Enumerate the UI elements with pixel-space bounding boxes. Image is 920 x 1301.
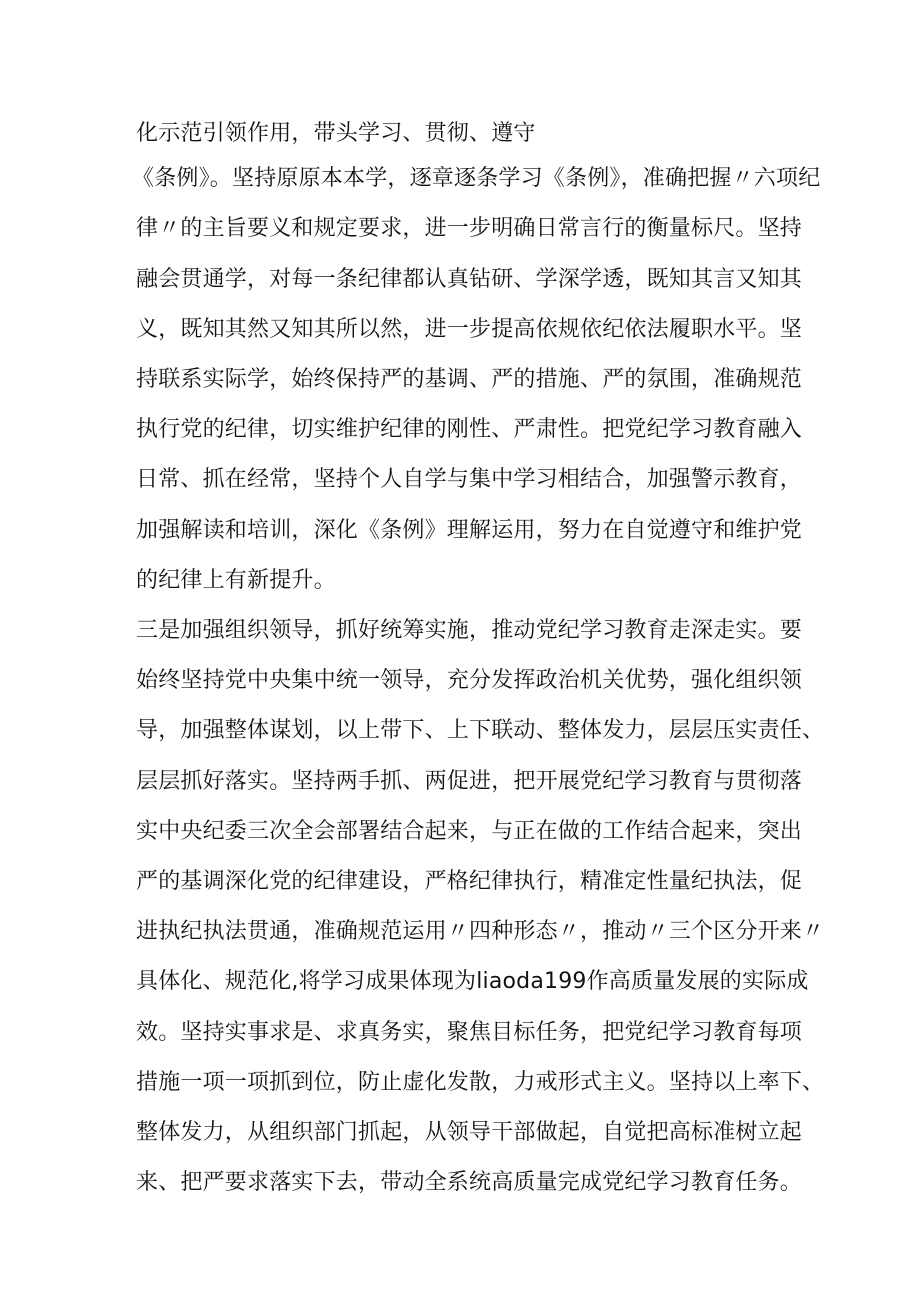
- text-line: 始终坚持党中央集中统一领导，充分发挥政治机关优势，强化组织领: [136, 668, 803, 693]
- text-line: 效。坚持实事求是、求真务实，聚焦目标任务，把党纪学习教育每项: [136, 1020, 803, 1045]
- text-line: 日常、抓在经常，坚持个人自学与集中学习相结合，加强警示教育，: [136, 467, 803, 492]
- text-line: 融会贯通学，对每一条纪律都认真钻研、学深学透，既知其言又知其: [136, 267, 803, 292]
- text-line: 来、把严要求落实下去，带动全系统高质量完成党纪学习教育任务。: [136, 1170, 803, 1195]
- text-line: 层层抓好落实。坚持两手抓、两促进，把开展党纪学习教育与贯彻落: [136, 769, 803, 794]
- text-line: 的纪律上有新提升。: [136, 568, 336, 593]
- text-line: 整体发力，从组织部门抓起，从领导干部做起，自觉把高标准树立起: [136, 1120, 803, 1145]
- text-line: 律〃的主旨要义和规定要求，进一步明确日常言行的衡量标尺。坚持: [136, 216, 803, 241]
- text-line: 义，既知其然又知其所以然，进一步提高依规依纪依法履职水平。坚: [136, 317, 803, 342]
- text-line: 三是加强组织领导，抓好统筹实施，推动党纪学习教育走深走实。要: [136, 618, 803, 643]
- text-line: 严的基调深化党的纪律建设，严格纪律执行，精准定性量纪执法，促: [136, 869, 803, 894]
- text-line: 持联系实际学，始终保持严的基调、严的措施、严的氛围，准确规范: [136, 367, 803, 392]
- text-line: 措施一项一项抓到位，防止虚化发散，力戒形式主义。坚持以上率下、: [136, 1070, 825, 1095]
- text-line: 具体化、规范化,将学习成果体现为liaoda199作高质量发展的实际成: [136, 969, 809, 994]
- text-line: 执行党的纪律，切实维护纪律的刚性、严肃性。把党纪学习教育融入: [136, 417, 803, 442]
- text-line: 《条例》。坚持原原本本学，逐章逐条学习《条例》，准确把握〃六项纪: [132, 166, 821, 191]
- text-line: 进执纪执法贯通，准确规范运用〃四种形态〃，推动〃三个区分开来〃: [136, 919, 825, 944]
- text-line: 实中央纪委三次全会部署结合起来，与正在做的工作结合起来，突出: [136, 819, 803, 844]
- text-line: 加强解读和培训，深化《条例》理解运用，努力在自觉遵守和维护党: [136, 518, 803, 543]
- text-line: 导，加强整体谋划，以上带下、上下联动、整体发力，层层压实责任、: [136, 718, 825, 743]
- text-line: 化示范引领作用，带头学习、贯彻、遵守: [136, 121, 536, 146]
